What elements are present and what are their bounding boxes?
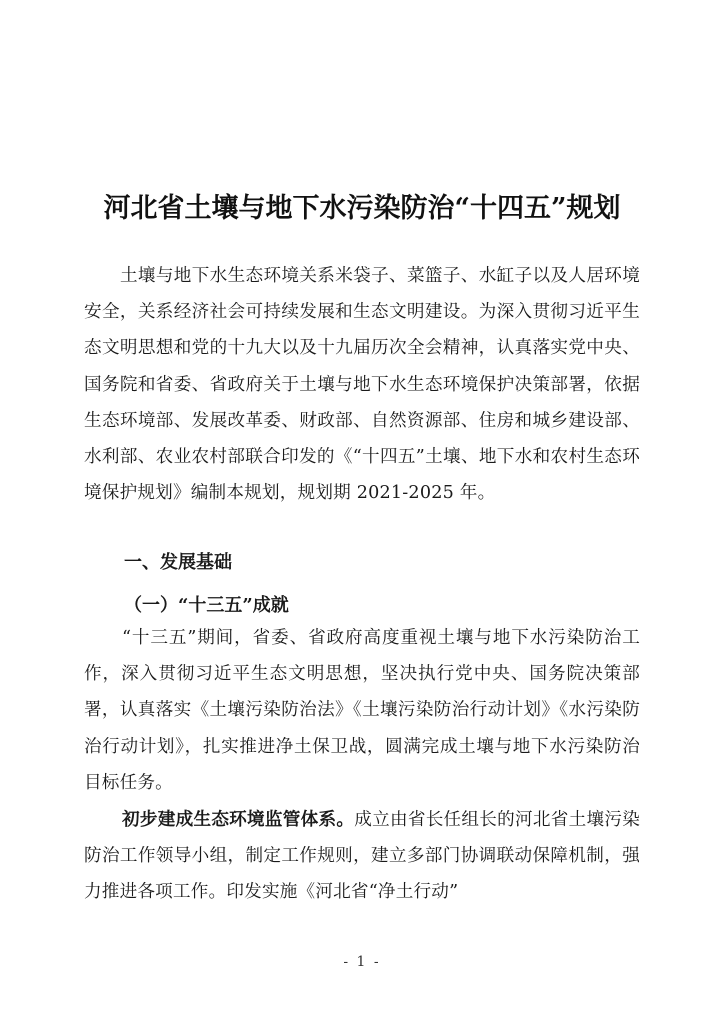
supervision-system-lead: 初步建成生态环境监管体系。 [122, 809, 355, 830]
supervision-system-paragraph [84, 802, 640, 911]
supervision-system-text: 成立由省长任组长的河北省土壤污染防治工作领导小组，制定工作规则，建立多部门协调联动保障机制，强力推进各项工作。印发实施《河北省“净土行动” [84, 810, 640, 903]
document-title: 河北省土壤与地下水污染防治“十四五”规划 [103, 193, 621, 224]
intro-paragraph: 土壤与地下水生态环境关系米袋子、菜篮子、水缸子以及人居环境安全，关系经济社会可持续发展和生态文明建设。为深入贯彻习近平生态文明思想和党的十九大以及十九届历次全会精神，认真落实党中央、国务院和省委、省政府关于土壤与地下水生态环境保护决策部署，依据生态环境部、发展改革委、财政部、自然资源部、住房和城乡建设部、水利部、农业农村部联合印发的《“十四五”土壤、地下水和农村生态环境保护规划》编制本规划，规划期 2021-2025 年。 [84, 266, 640, 504]
section-heading-development-basis: 一、发展基础 [124, 552, 232, 573]
achievements-review-paragraph: “十三五”期间，省委、省政府高度重视土壤与地下水污染防治工作，深入贯彻习近平生态文明思想，坚决执行党中央、国务院决策部署，认真落实《土壤污染防治法》《土壤污染防治行动计划》《水污染防治行动计划》，扎实推进净土保卫战，圆满完成土壤与地下水污染防治目标任务。 [84, 628, 640, 793]
subsection-heading-achievements: （一）“十三五”成就 [124, 595, 289, 616]
page-number: - 1 - [343, 954, 381, 970]
